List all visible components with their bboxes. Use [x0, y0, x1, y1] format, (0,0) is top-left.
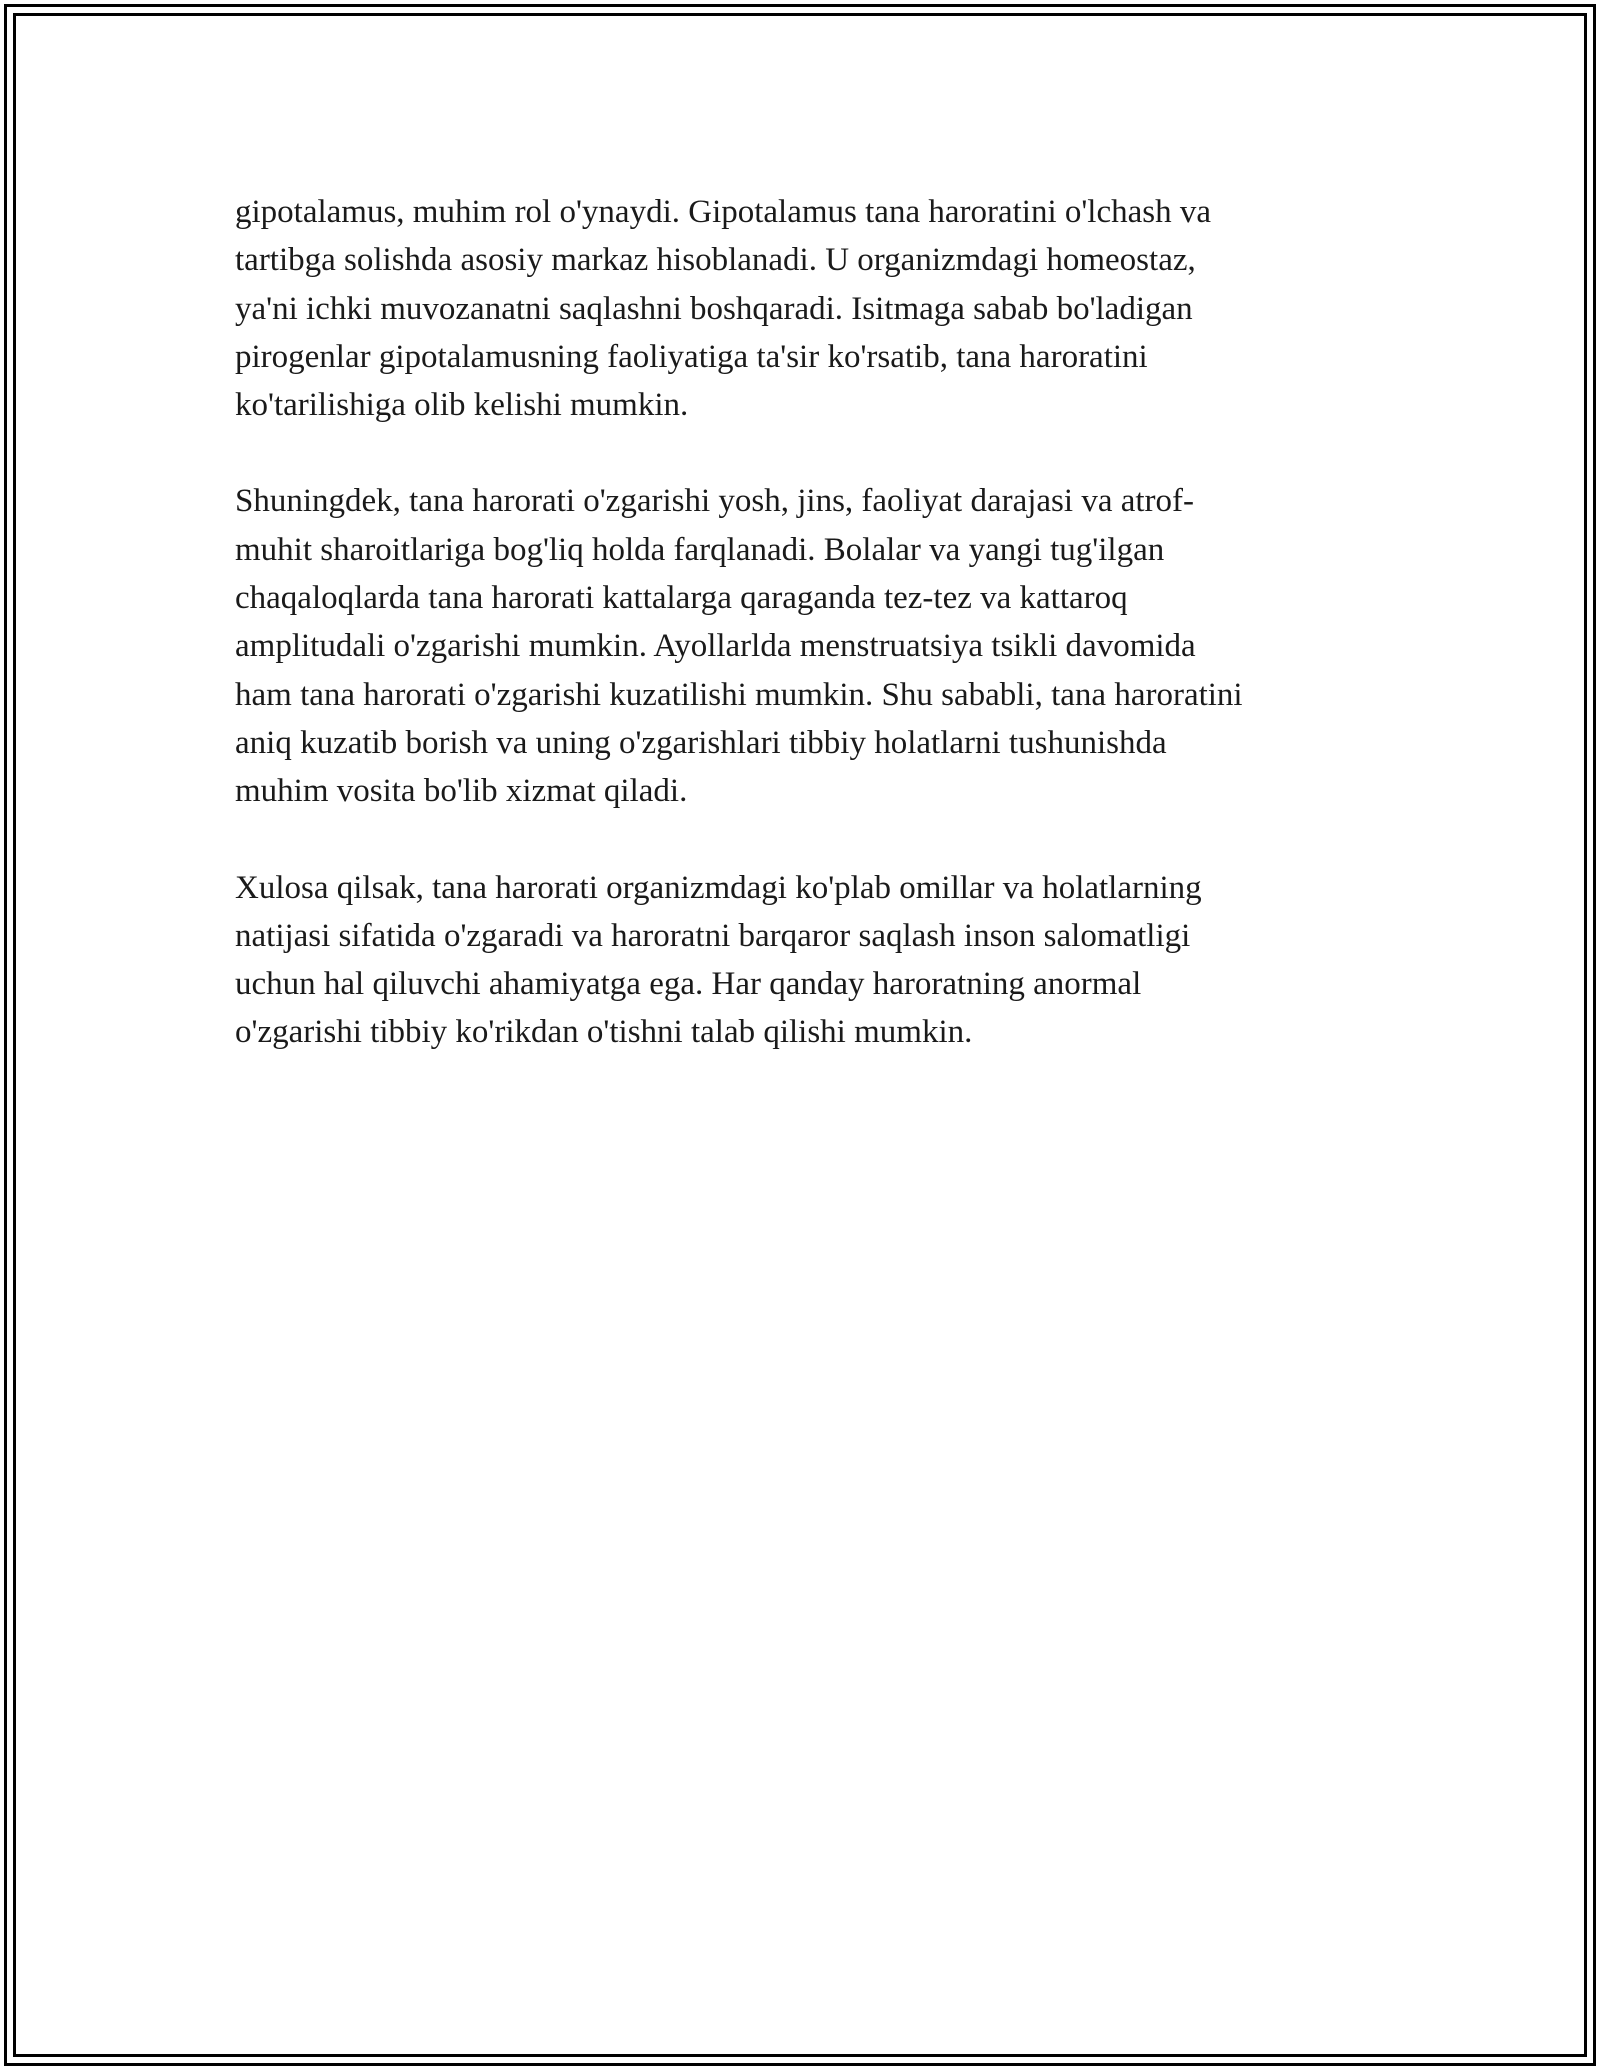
document-body [235, 188, 1365, 1105]
paragraph-1: gipotalamus, muhim rol o'ynaydi. Gipotalamus tana haroratini o'lchash va tartibga solishda asosiy markaz hisoblanadi. U organizmdagi homeostaz, ya'ni ichki muvozanatni saqlashni boshqaradi. Isitmaga sabab bo'ladigan pirogenlar gipotalamusning faoliyatiga ta'sir ko'rsatib, tana haroratini ko'tarilishiga olib kelishi mumkin. [235, 194, 1212, 424]
paragraph-3: Xulosa qilsak, tana harorati organizmdagi ko'plab omillar va holatlarning natijasi sifatida o'zgaradi va haroratni barqaror saqlash inson salomatligi uchun hal qiluvchi ahamiyatga ega. Har qanday haroratning anormal o'zgarishi tibbiy ko'rikdan o'tishni talab qilishi mumkin. [235, 869, 1202, 1051]
paragraph-2: Shuningdek, tana harorati o'zgarishi yosh, jins, faoliyat darajasi va atrof- muhit sharoitlariga bog'liq holda farqlanadi. Bolalar va yangi tug'ilgan chaqaloqlarda tana harorati kattalarga qaraganda tez-tez va kattaroq amplitudali o'zgarishi mumkin. Ayollarlda menstruatsiya tsikli davomida ham tana harorati o'zgarishi kuzatilishi mumkin. Shu sababli, tana haroratini aniq kuzatib borish va uning o'zgarishlari tibbiy holatlarni tushunishda muhim vosita bo'lib xizmat qiladi. [235, 483, 1243, 810]
